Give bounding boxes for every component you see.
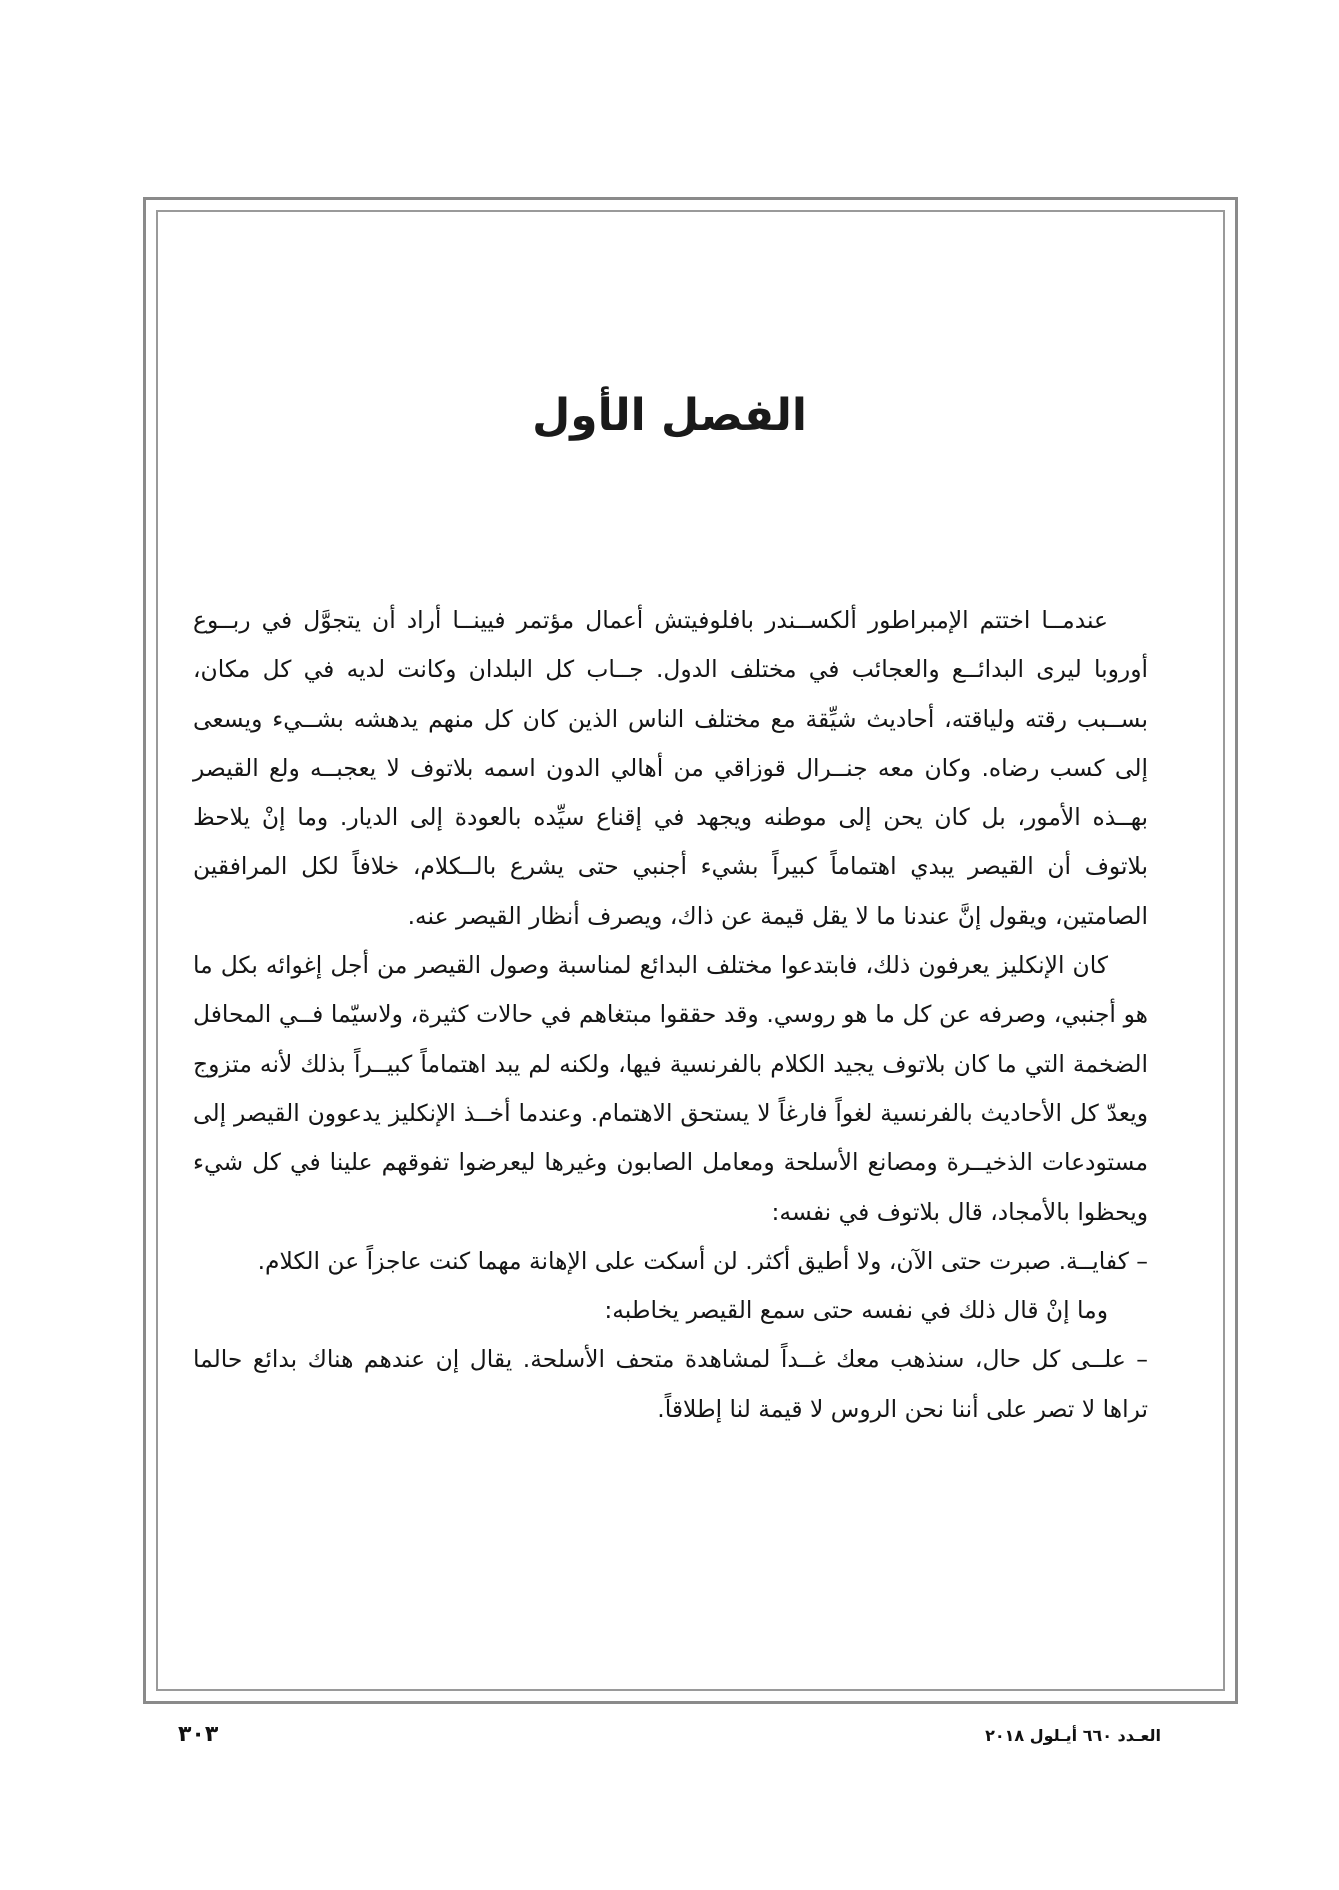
body-text: [193, 596, 1148, 1434]
dialogue-line-1: – كفايــة. صبرت حتى الآن، ولا أطيق أكثر. لن أسكت على الإهانة مهما كنت عاجزاً عن الكلام.: [257, 1246, 1148, 1275]
paragraph-2: كان الإنكليز يعرفون ذلك، فابتدعوا مختلف البدائع لمناسبة وصول القيصر من أجل إغوائه بكل ما هو أجنبي، وصرفه عن كل ما هو روسي. وقد حققوا مبتغاهم في حالات كثيرة، ولاسيّما فــي المحافل الضخمة التي ما كان بلاتوف يجيد الكلام بالفرنسية فيها، ولكنه لم يبد اهتماماً كبيــراً بذلك لأنه متزوج ويعدّ كل الأحاديث بالفرنسية لغواً فارغاً لا يستحق الاهتمام. وعندما أخــذ الإنكليز يدعوون القيصر إلى مستودعات الذخيــرة ومصانع الأسلحة ومعامل الصابون وغيرها ليعرضوا تفوقهم علينا في كل شيء ويحظوا بالأمجاد، قال بلاتوف في نفسه:: [193, 951, 1148, 1226]
page-number: ٣٠٣: [178, 1722, 219, 1747]
paragraph-3: وما إنْ قال ذلك في نفسه حتى سمع القيصر يخاطبه:: [604, 1296, 1108, 1325]
chapter-title: الفصل الأول: [532, 390, 807, 441]
paragraph-1: عندمــا اختتم الإمبراطور ألكســندر بافلوفيتش أعمال مؤتمر فيينــا أراد أن يتجوَّل في ربــوع أوروبا ليرى البدائــع والعجائب في مختلف الدول. جــاب كل البلدان وكانت لديه في كل مكان، بســبب رقته ولياقته، أحاديث شيِّقة مع مختلف الناس الذين كان كل منهم يدهشه بشــيء ويسعى إلى كسب رضاه. وكان معه جنــرال قوزاقي من أهالي الدون اسمه بلاتوف لا يعجبــه ولع القيصر بهــذه الأمور، بل كان يحن إلى موطنه ويجهد في إقناع سيِّده بالعودة إلى الديار. وما إنْ يلاحظ بلاتوف أن القيصر يبدي اهتماماً كبيراً بشيء أجنبي حتى يشرع بالــكلام، خلافاً لكل المرافقين الصامتين، ويقول إنَّ عندنا ما لا يقل قيمة عن ذاك، ويصرف أنظار القيصر عنه.: [193, 606, 1148, 930]
dialogue-line-2: – علــى كل حال، سنذهب معك غــداً لمشاهدة متحف الأسلحة. يقال إن عندهم هناك بدائع حالما تراها لا تصر على أننا نحن الروس لا قيمة لنا إطلاقاً.: [193, 1345, 1148, 1423]
issue-label: العـدد ٦٦٠ أيـلول ٢٠١٨: [985, 1726, 1161, 1745]
